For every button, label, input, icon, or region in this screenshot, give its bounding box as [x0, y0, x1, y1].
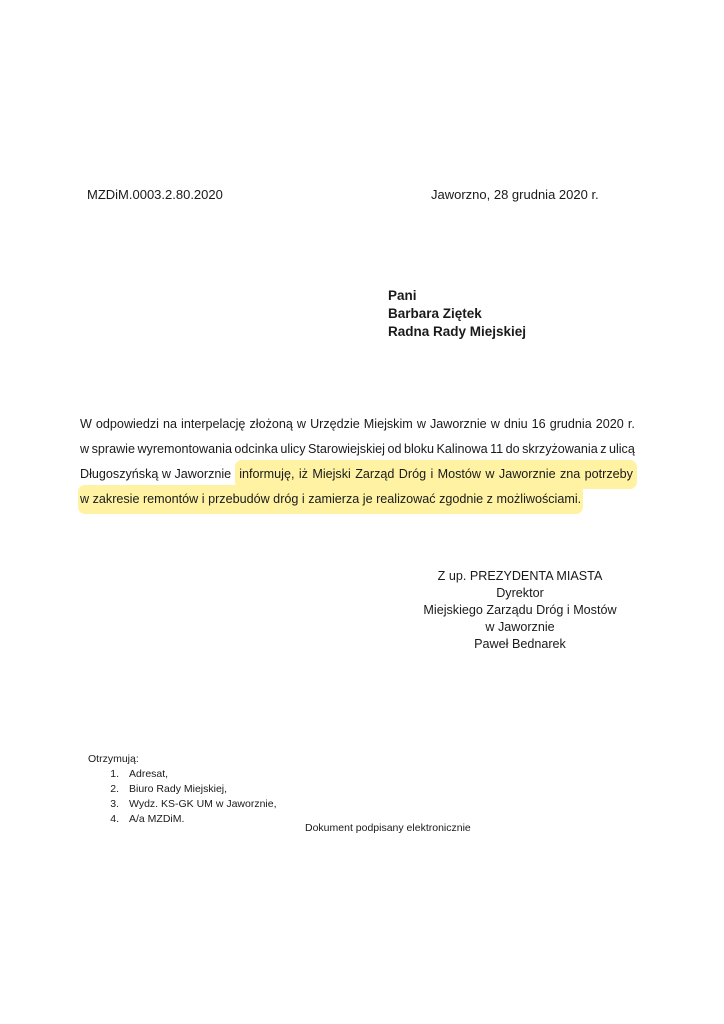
- word: złożoną: [249, 417, 293, 431]
- word: w: [485, 467, 495, 481]
- recipients-list: [88, 767, 277, 827]
- word: Dróg: [398, 467, 427, 481]
- list-item: [88, 767, 277, 782]
- addressee-salutation: Pani: [388, 288, 417, 303]
- word: na: [162, 417, 177, 431]
- word: potrzeby: [584, 467, 633, 481]
- recipients-heading: Otrzymują:: [88, 753, 139, 765]
- word: zna: [559, 467, 581, 481]
- word: interpelację: [181, 417, 246, 431]
- electronic-signature-note: Dokument podpisany elektronicznie: [305, 822, 471, 834]
- list-item-number: 1.: [110, 768, 119, 780]
- word: wyremontowania: [137, 442, 232, 456]
- list-item-number: 3.: [110, 798, 119, 810]
- word: Miejskim: [363, 417, 413, 431]
- word: 2020: [595, 417, 624, 431]
- word: dniu: [503, 417, 528, 431]
- word: 16: [531, 417, 546, 431]
- list-item-text: Wydz. KS-GK UM w Jaworznie,: [129, 798, 277, 810]
- list-item-text: Adresat,: [129, 768, 169, 780]
- word: ulicy: [280, 442, 306, 456]
- signature-block: [400, 568, 640, 653]
- word: Miejski: [312, 467, 351, 481]
- signature-city: w Jaworznie: [485, 620, 555, 634]
- letter-body: [80, 412, 635, 512]
- list-item: [88, 782, 277, 797]
- word: 11: [490, 442, 504, 456]
- word: Mostów: [437, 467, 482, 481]
- word: w: [490, 417, 500, 431]
- body-line-2: [80, 437, 635, 462]
- word: i: [430, 467, 434, 481]
- word: skrzyżowania: [522, 442, 598, 456]
- word: odpowiedzi: [95, 417, 159, 431]
- word: Starowiejskiej: [307, 442, 385, 456]
- list-item-text: A/a MZDiM.: [129, 813, 185, 825]
- highlighted-text-2: w zakresie remontów i przebudów dróg i zamierza je realizować zgodnie z możliwościami.: [80, 487, 581, 512]
- word: odcinka: [234, 442, 278, 456]
- word: grudnia: [549, 417, 592, 431]
- signature-name: Paweł Bednarek: [474, 637, 566, 651]
- word: w: [296, 417, 307, 431]
- signature-position: Dyrektor: [496, 586, 544, 600]
- signature-authority: Z up. PREZYDENTA MIASTA: [437, 569, 603, 583]
- place-and-date: Jaworzno, 28 grudnia 2020 r.: [431, 187, 599, 202]
- word: do: [505, 442, 520, 456]
- reference-number: MZDiM.0003.2.80.2020: [87, 187, 223, 202]
- list-item-number: 4.: [110, 813, 119, 825]
- word: w: [80, 442, 90, 456]
- word: informuję,: [239, 467, 295, 481]
- highlighted-text-1: [237, 462, 635, 487]
- body-line-1: [80, 412, 635, 437]
- word: ulicą: [608, 442, 635, 456]
- word: W: [80, 417, 92, 431]
- addressee-title: Radna Rady Miejskiej: [388, 324, 527, 339]
- body-line-4: [80, 487, 635, 512]
- word: r.: [627, 417, 635, 431]
- list-item-number: 2.: [110, 783, 119, 795]
- word: Jaworznie: [429, 417, 487, 431]
- word: sprawie: [91, 442, 135, 456]
- body-line-3-plain: Długoszyńską w Jaworznie: [80, 467, 232, 481]
- word: iż: [298, 467, 308, 481]
- body-line-3: [80, 462, 635, 487]
- word: Jaworznie: [498, 467, 556, 481]
- word: z: [600, 442, 607, 456]
- word: Kalinowa: [436, 442, 488, 456]
- signature-institution: Miejskiego Zarządu Dróg i Mostów: [423, 603, 617, 617]
- list-item: [88, 812, 277, 827]
- word: od: [387, 442, 402, 456]
- addressee-block: [388, 287, 526, 341]
- word: bloku: [403, 442, 435, 456]
- word: Zarząd: [355, 467, 395, 481]
- word: Urzędzie: [310, 417, 360, 431]
- word: w: [416, 417, 426, 431]
- list-item-text: Biuro Rady Miejskiej,: [129, 783, 228, 795]
- addressee-name: Barbara Ziętek: [388, 306, 482, 321]
- recipients-block: [88, 752, 277, 827]
- list-item: [88, 797, 277, 812]
